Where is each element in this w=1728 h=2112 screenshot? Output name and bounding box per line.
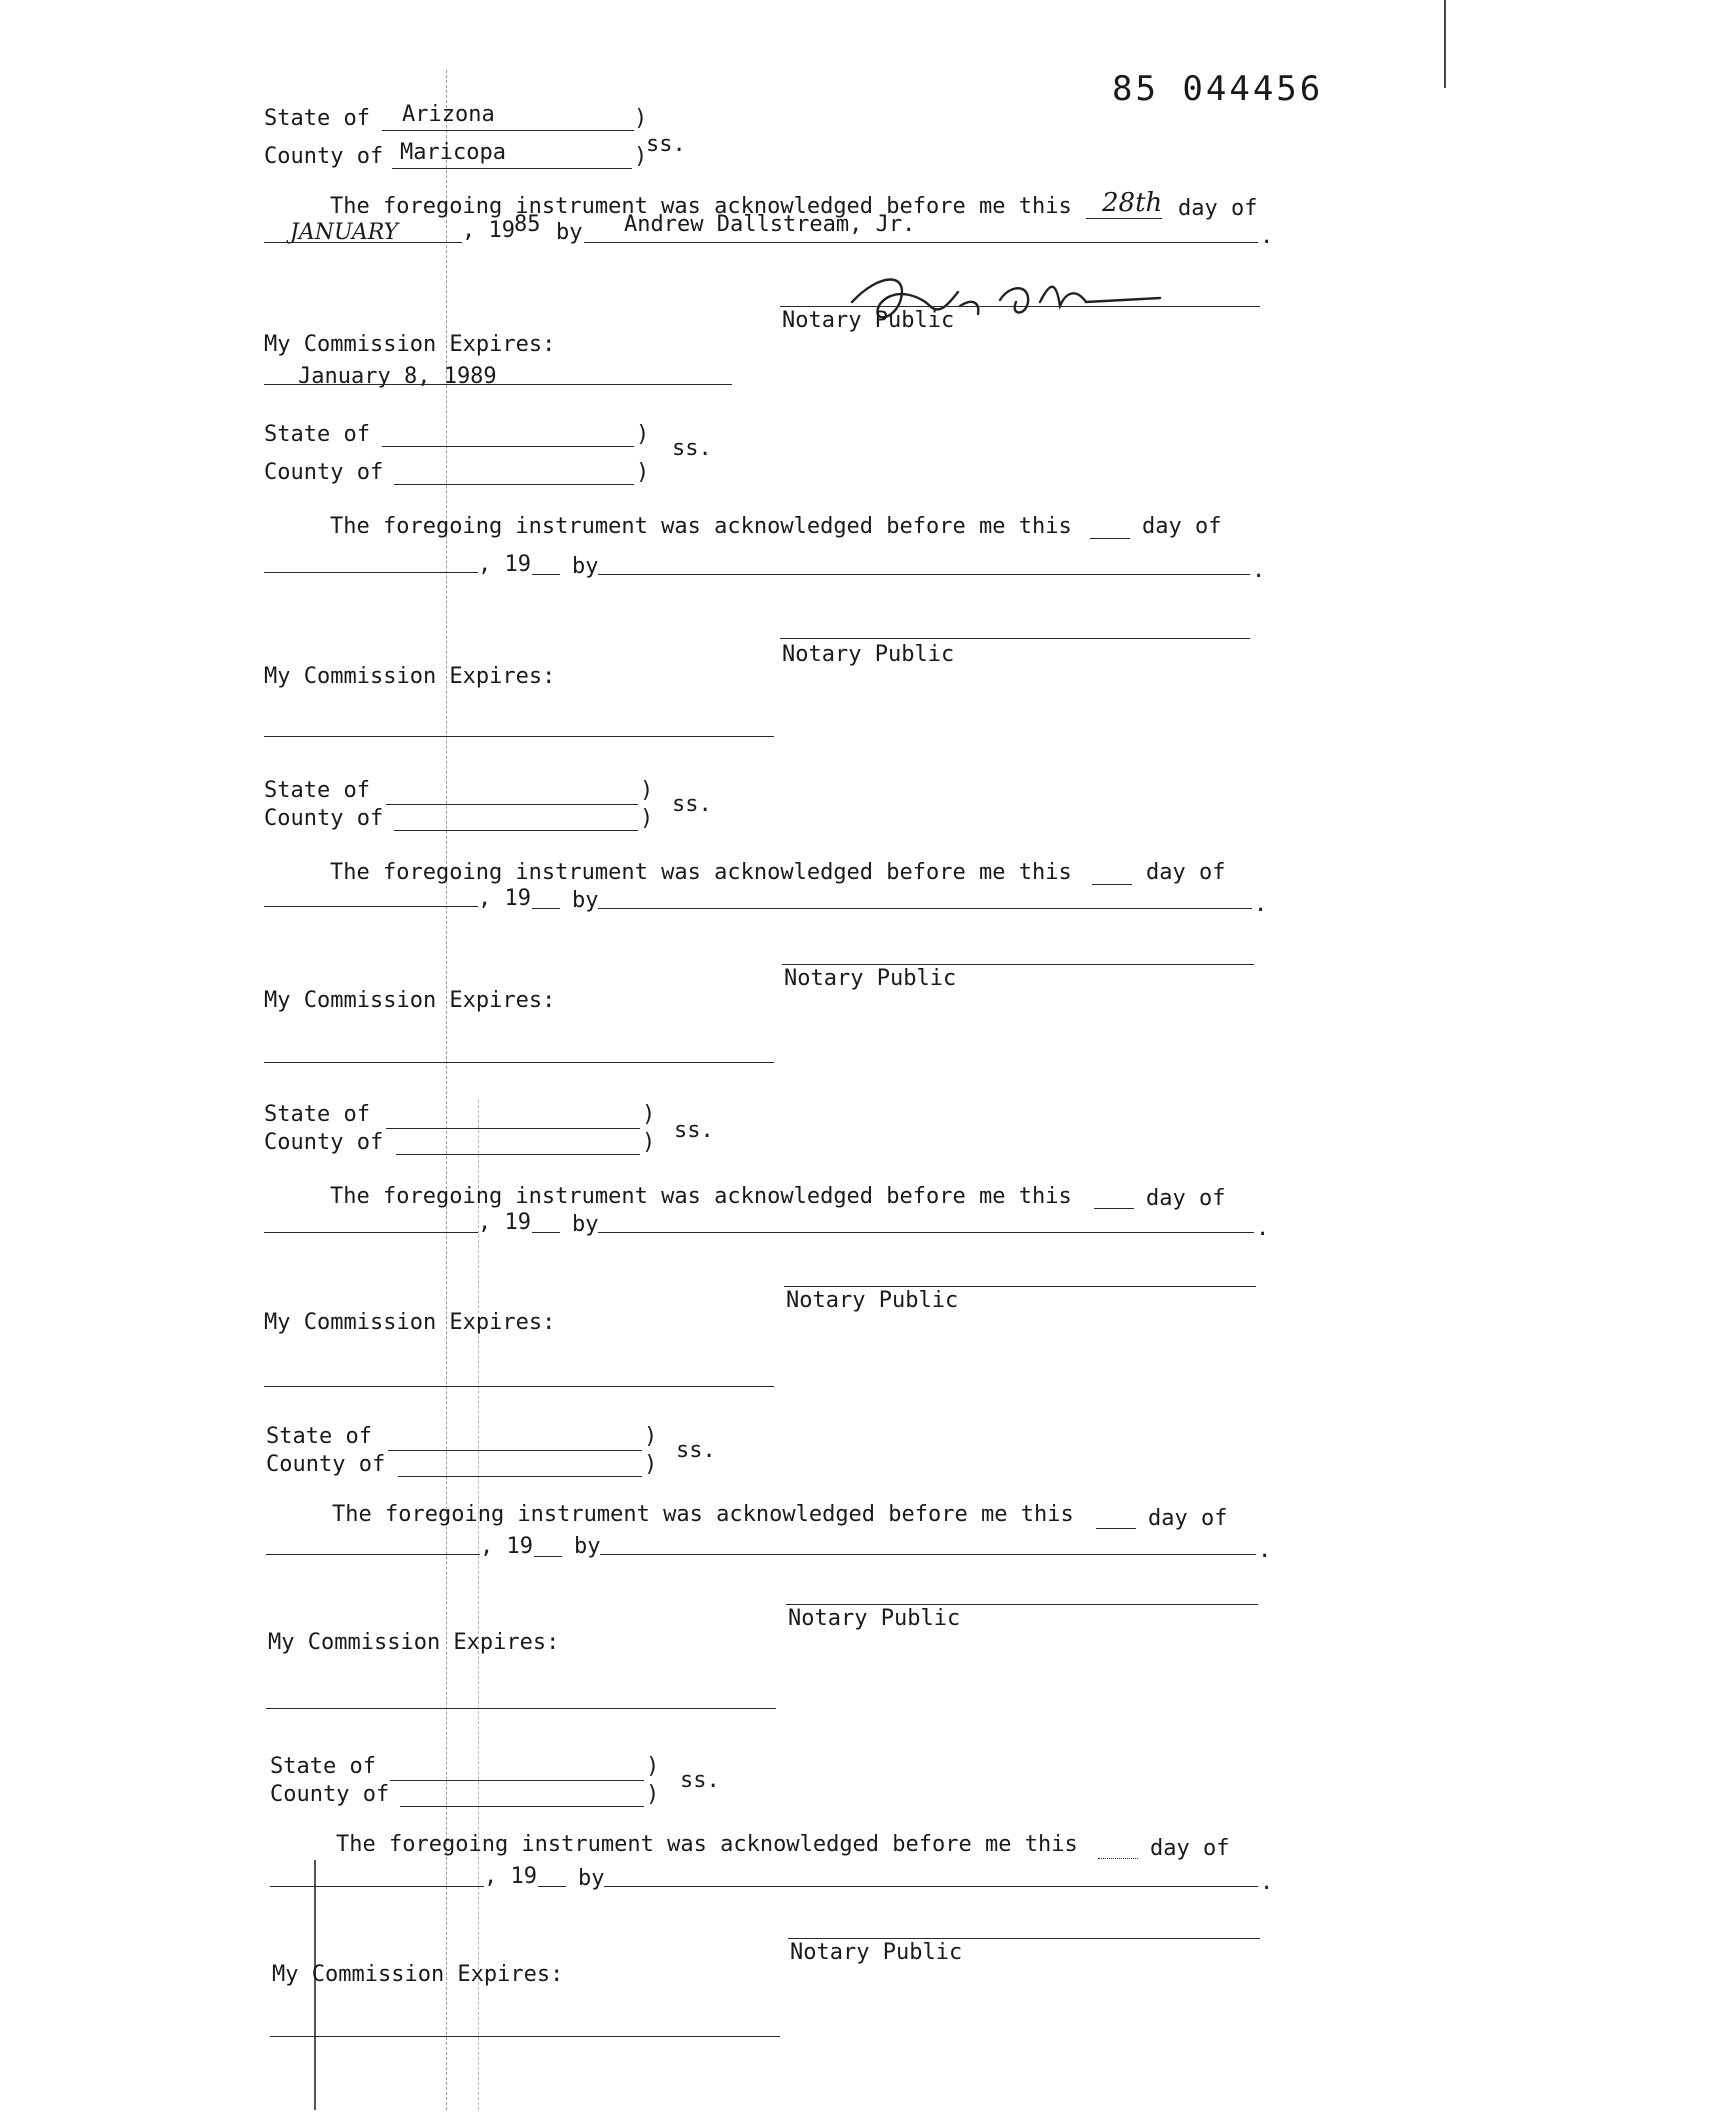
county-paren: ) [646, 1782, 660, 1807]
commission-label: My Commission Expires: [264, 988, 556, 1013]
state-label: State of [266, 1424, 372, 1449]
state-paren: ) [634, 106, 648, 131]
notary-line-1 [780, 306, 1260, 307]
ack-by: by [578, 1866, 605, 1891]
notary-line [780, 638, 1250, 639]
county-line [394, 830, 638, 831]
ss-label: ss. [672, 792, 712, 817]
state-line [382, 446, 634, 447]
notary-line [786, 1604, 1258, 1605]
county-paren: ) [644, 1452, 658, 1477]
ack-by: by [572, 554, 599, 579]
ack-year-prefix: , 19 [478, 886, 531, 911]
commission-line [264, 736, 774, 737]
notary-line [788, 1938, 1260, 1939]
ack-year-prefix: , 19 [484, 1864, 537, 1889]
commission-label: My Commission Expires: [264, 1310, 556, 1335]
ack-day-value: 28th [1102, 188, 1163, 218]
ack-period: . [1258, 1538, 1272, 1563]
ack-month-line [264, 1232, 478, 1233]
ack-day-line [1086, 218, 1162, 219]
ack-month-value: JANUARY [290, 220, 399, 245]
county-line [396, 1154, 640, 1155]
commission-value-1: January 8, 1989 [298, 364, 497, 389]
ack-day-of: day of [1142, 514, 1222, 539]
commission-line [264, 1062, 774, 1063]
ack-text: The foregoing instrument was acknowledged before me this [330, 514, 1072, 539]
state-line [390, 1780, 644, 1781]
commission-label: My Commission Expires: [272, 1962, 564, 1987]
ack-by: by [556, 220, 583, 245]
ack-month-line [270, 1886, 484, 1887]
state-paren: ) [636, 422, 650, 447]
state-label: State of [264, 778, 370, 803]
notary-label: Notary Public [786, 1288, 959, 1313]
ack-month-line [266, 1554, 480, 1555]
ack-day-line [1098, 1858, 1138, 1859]
scan-fold-line-2 [478, 1100, 479, 2110]
ack-by-line [598, 1232, 1254, 1233]
commission-label: My Commission Expires: [268, 1630, 560, 1655]
ack-day-of: day of [1148, 1506, 1228, 1531]
county-line [400, 1806, 644, 1807]
ack-day-line [1096, 1528, 1136, 1529]
ack-year-line [538, 1886, 566, 1887]
ss-label: ss. [680, 1768, 720, 1793]
ack-day-of: day of [1150, 1836, 1230, 1861]
county-label: County of [264, 1130, 384, 1155]
county-label: County of [264, 460, 384, 485]
county-value: Maricopa [400, 140, 506, 165]
ack-year-prefix: , 19 [480, 1534, 533, 1559]
notary-label-1: Notary Public [782, 308, 955, 333]
county-label: County of [266, 1452, 386, 1477]
ss-label: ss. [646, 132, 686, 157]
state-paren: ) [646, 1754, 660, 1779]
scan-right-edge [1444, 0, 1446, 88]
commission-line-1 [264, 384, 732, 385]
county-line [398, 1476, 642, 1477]
ack-period: . [1256, 1216, 1270, 1241]
ack-by-line [584, 242, 1258, 243]
state-paren: ) [644, 1424, 658, 1449]
ack-by-line [598, 908, 1252, 909]
county-paren: ) [634, 144, 648, 169]
ack-day-line [1090, 538, 1130, 539]
county-label: County of [270, 1782, 390, 1807]
state-label: State of [270, 1754, 376, 1779]
ack-by-line [600, 1554, 1256, 1555]
notary-label: Notary Public [782, 642, 955, 667]
ack-text: The foregoing instrument was acknowledged before me this [332, 1502, 1074, 1527]
ack-year-value: 85 [514, 212, 541, 237]
county-line [392, 168, 632, 169]
ack-day-line [1092, 884, 1132, 885]
ack-year-line [532, 1232, 560, 1233]
county-paren: ) [636, 460, 650, 485]
ack-period: . [1260, 1870, 1274, 1895]
ss-label: ss. [674, 1118, 714, 1143]
county-paren: ) [642, 1130, 656, 1155]
ack-by: by [572, 888, 599, 913]
state-line [382, 130, 634, 131]
ack-by-line [604, 1886, 1258, 1887]
ack-text: The foregoing instrument was acknowledged before me this [336, 1832, 1078, 1857]
ack-year-prefix: , 19 [478, 1210, 531, 1235]
county-label: County of [264, 144, 384, 169]
state-paren: ) [640, 778, 654, 803]
ack-year-line [532, 574, 560, 575]
county-label: County of [264, 806, 384, 831]
state-line [386, 1128, 640, 1129]
ack-day-line [1094, 1208, 1134, 1209]
commission-line [270, 2036, 780, 2037]
ack-text: The foregoing instrument was acknowledged before me this [330, 194, 1072, 219]
commission-label: My Commission Expires: [264, 664, 556, 689]
state-value: Arizona [402, 102, 495, 127]
ack-year-line [532, 908, 560, 909]
ack-text: The foregoing instrument was acknowledged before me this [330, 860, 1072, 885]
ss-label: ss. [676, 1438, 716, 1463]
ss-label: ss. [672, 436, 712, 461]
ack-day-of: day of [1146, 860, 1226, 885]
ack-day-of: day of [1178, 196, 1258, 221]
state-label: State of [264, 106, 370, 131]
state-label: State of [264, 422, 370, 447]
state-line [386, 804, 638, 805]
ack-day-of: day of [1146, 1186, 1226, 1211]
ack-period: . [1254, 892, 1268, 917]
notary-line [782, 964, 1254, 965]
ack-by-value: Andrew Dallstream, Jr. [624, 212, 916, 237]
commission-line [264, 1386, 774, 1387]
state-paren: ) [642, 1102, 656, 1127]
state-label: State of [264, 1102, 370, 1127]
notary-label: Notary Public [784, 966, 957, 991]
commission-line [266, 1708, 776, 1709]
ack-by: by [572, 1212, 599, 1237]
ack-period: . [1252, 558, 1266, 583]
notary-label: Notary Public [788, 1606, 961, 1631]
ack-by-line [598, 574, 1250, 575]
commission-label-1: My Commission Expires: [264, 332, 556, 357]
county-line [394, 484, 634, 485]
recording-number: 85 044456 [1112, 69, 1324, 109]
ack-year-prefix: , 19 [478, 552, 531, 577]
ack-year-prefix: , 19 [462, 218, 515, 243]
county-paren: ) [640, 806, 654, 831]
ack-text: The foregoing instrument was acknowledged before me this [330, 1184, 1072, 1209]
ack-year-line [534, 1556, 562, 1557]
ack-period: . [1260, 224, 1274, 249]
ack-month-line [264, 242, 462, 243]
notary-label: Notary Public [790, 1940, 963, 1965]
state-line [388, 1450, 642, 1451]
notary-line [784, 1286, 1256, 1287]
ack-month-line [264, 572, 478, 573]
ack-month-line [264, 906, 478, 907]
ack-by: by [574, 1534, 601, 1559]
